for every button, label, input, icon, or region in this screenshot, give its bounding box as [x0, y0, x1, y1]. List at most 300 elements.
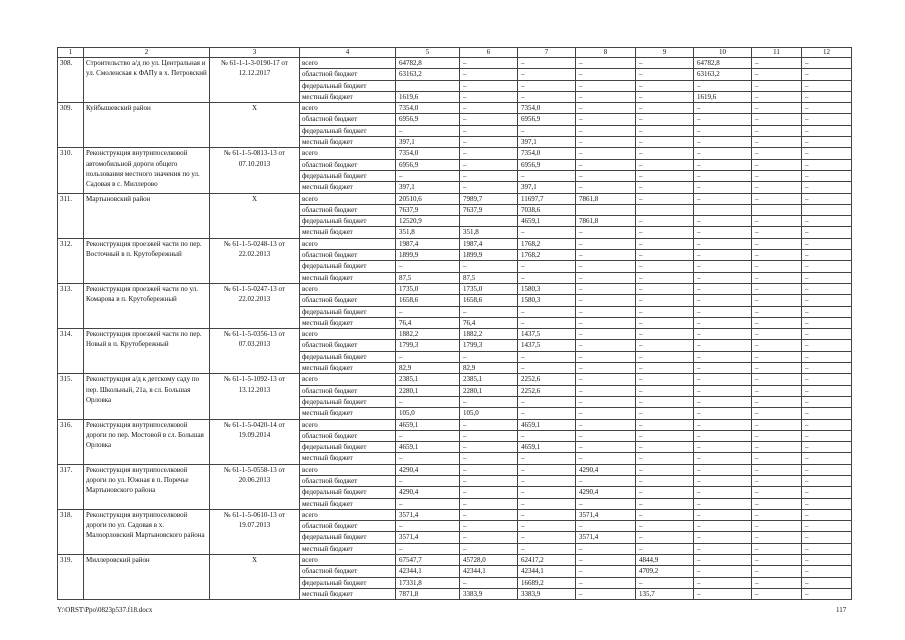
amount-cell: –	[636, 385, 694, 396]
amount-cell: 351,8	[396, 227, 460, 238]
amount-cell: –	[694, 227, 752, 238]
amount-cell: –	[752, 125, 802, 136]
amount-cell: –	[694, 521, 752, 532]
funding-source: местный бюджет	[300, 498, 396, 509]
amount-cell: –	[752, 408, 802, 419]
amount-cell: –	[396, 521, 460, 532]
amount-cell: 135,7	[636, 588, 694, 599]
amount-cell: –	[518, 487, 576, 498]
row-number: 319.	[58, 555, 84, 600]
amount-cell	[460, 216, 518, 227]
amount-cell: –	[752, 566, 802, 577]
row-number: 313.	[58, 283, 84, 328]
amount-cell: –	[694, 396, 752, 407]
row-number: 311.	[58, 193, 84, 238]
amount-cell	[396, 80, 460, 91]
amount-cell: –	[576, 182, 636, 193]
amount-cell: –	[802, 521, 852, 532]
amount-cell: –	[802, 430, 852, 441]
amount-cell: –	[802, 543, 852, 554]
amount-cell: –	[576, 340, 636, 351]
amount-cell: –	[636, 396, 694, 407]
amount-cell: –	[518, 509, 576, 520]
amount-cell: 64782,8	[396, 58, 460, 69]
amount-cell: –	[518, 475, 576, 486]
amount-cell: –	[694, 329, 752, 340]
amount-cell: 6956,9	[396, 159, 460, 170]
amount-cell: –	[694, 306, 752, 317]
amount-cell: –	[576, 374, 636, 385]
amount-cell: –	[576, 283, 636, 294]
amount-cell: –	[752, 103, 802, 114]
amount-cell: 397,1	[396, 137, 460, 148]
amount-cell: 4290,4	[576, 487, 636, 498]
table-row	[58, 464, 852, 475]
amount-cell: 1899,9	[396, 250, 460, 261]
row-number: 317.	[58, 464, 84, 509]
amount-cell: –	[518, 543, 576, 554]
amount-cell: –	[518, 408, 576, 419]
amount-cell: –	[752, 295, 802, 306]
table-body	[58, 48, 852, 600]
amount-cell: –	[752, 442, 802, 453]
amount-cell: 1882,2	[396, 329, 460, 340]
amount-cell: –	[636, 125, 694, 136]
amount-cell: –	[752, 430, 802, 441]
amount-cell: –	[460, 125, 518, 136]
amount-cell: –	[576, 250, 636, 261]
amount-cell: –	[802, 272, 852, 283]
amount-cell: –	[752, 306, 802, 317]
amount-cell: 87,5	[460, 272, 518, 283]
amount-cell: 4659,1	[396, 442, 460, 453]
amount-cell: –	[752, 374, 802, 385]
table-row	[58, 103, 852, 114]
amount-cell: 3571,4	[576, 509, 636, 520]
amount-cell: –	[694, 464, 752, 475]
amount-cell: –	[636, 295, 694, 306]
object-name: Реконструкция внутрипоселковой дороги по ул. Южная в п. Поречье Мартыновского района	[84, 464, 210, 509]
amount-cell: –	[636, 453, 694, 464]
amount-cell: 1658,6	[460, 295, 518, 306]
amount-cell: –	[576, 521, 636, 532]
amount-cell: 3383,9	[518, 588, 576, 599]
row-number: 308.	[58, 58, 84, 103]
amount-cell: 1735,0	[396, 283, 460, 294]
amount-cell: –	[694, 182, 752, 193]
table-row	[58, 374, 852, 385]
amount-cell: –	[576, 419, 636, 430]
amount-cell: –	[576, 125, 636, 136]
amount-cell: –	[460, 137, 518, 148]
amount-cell: –	[802, 148, 852, 159]
registration-number: № 61-1-5-0248-13 от 22.02.2013	[210, 238, 300, 283]
amount-cell: –	[636, 216, 694, 227]
amount-cell: –	[802, 442, 852, 453]
amount-cell: –	[752, 250, 802, 261]
amount-cell: –	[694, 216, 752, 227]
funding-source: областной бюджет	[300, 566, 396, 577]
amount-cell: –	[752, 182, 802, 193]
amount-cell: 2252,6	[518, 385, 576, 396]
amount-cell: –	[802, 114, 852, 125]
registration-number: № 61-1-5-1092-13 от 13.12.2013	[210, 374, 300, 419]
registration-number: Х	[210, 555, 300, 600]
amount-cell: –	[460, 442, 518, 453]
amount-cell: –	[752, 283, 802, 294]
amount-cell: –	[752, 475, 802, 486]
amount-cell: 1437,5	[518, 329, 576, 340]
amount-cell: –	[636, 498, 694, 509]
table-row	[58, 238, 852, 249]
amount-cell: –	[518, 91, 576, 102]
amount-cell: –	[576, 148, 636, 159]
amount-cell: 7354,0	[518, 148, 576, 159]
amount-cell: –	[636, 363, 694, 374]
table-row	[58, 283, 852, 294]
amount-cell: –	[518, 453, 576, 464]
amount-cell: –	[518, 272, 576, 283]
amount-cell: 45728,0	[460, 555, 518, 566]
amount-cell: 2280,1	[396, 385, 460, 396]
amount-cell: –	[802, 419, 852, 430]
amount-cell: –	[802, 182, 852, 193]
amount-cell: –	[694, 114, 752, 125]
object-name: Реконструкция внутрипоселковой дороги по ул. Садовая в х. Малоорловский Мартыновского района	[84, 509, 210, 554]
table-row	[58, 419, 852, 430]
amount-cell: –	[518, 317, 576, 328]
amount-cell	[576, 204, 636, 215]
amount-cell: –	[694, 543, 752, 554]
amount-cell: 3383,9	[460, 588, 518, 599]
amount-cell: –	[460, 148, 518, 159]
amount-cell: –	[694, 148, 752, 159]
document-page	[57, 47, 851, 600]
amount-cell: –	[802, 193, 852, 204]
amount-cell: –	[752, 521, 802, 532]
amount-cell: –	[396, 125, 460, 136]
amount-cell: –	[752, 58, 802, 69]
amount-cell: 3571,4	[576, 532, 636, 543]
amount-cell: –	[576, 137, 636, 148]
amount-cell: 7637,9	[460, 204, 518, 215]
amount-cell: –	[802, 329, 852, 340]
amount-cell: –	[694, 272, 752, 283]
amount-cell: –	[576, 317, 636, 328]
amount-cell: –	[802, 566, 852, 577]
amount-cell: –	[576, 69, 636, 80]
amount-cell: –	[694, 159, 752, 170]
funding-source: областной бюджет	[300, 114, 396, 125]
funding-source: федеральный бюджет	[300, 487, 396, 498]
funding-source: федеральный бюджет	[300, 125, 396, 136]
amount-cell: –	[802, 317, 852, 328]
amount-cell: –	[752, 91, 802, 102]
header-cell: 6	[460, 48, 518, 58]
amount-cell: –	[802, 80, 852, 91]
amount-cell: –	[460, 464, 518, 475]
amount-cell: –	[694, 475, 752, 486]
amount-cell: –	[460, 453, 518, 464]
funding-source: областной бюджет	[300, 521, 396, 532]
amount-cell	[694, 204, 752, 215]
amount-cell: –	[752, 453, 802, 464]
object-name: Строительство а/д по ул. Центральная и ул. Смоленская к ФАПу в х. Петровский	[84, 58, 210, 103]
funding-source: всего	[300, 329, 396, 340]
amount-cell: –	[802, 475, 852, 486]
amount-cell: –	[636, 193, 694, 204]
amount-cell: –	[636, 250, 694, 261]
amount-cell: –	[636, 532, 694, 543]
funding-source: местный бюджет	[300, 453, 396, 464]
amount-cell: –	[752, 487, 802, 498]
amount-cell: –	[694, 532, 752, 543]
amount-cell: –	[460, 114, 518, 125]
amount-cell: –	[694, 295, 752, 306]
amount-cell: 1987,4	[460, 238, 518, 249]
amount-cell: –	[576, 159, 636, 170]
amount-cell: –	[752, 193, 802, 204]
amount-cell: 1580,3	[518, 283, 576, 294]
amount-cell: –	[460, 58, 518, 69]
amount-cell: 2385,1	[460, 374, 518, 385]
funding-source: областной бюджет	[300, 204, 396, 215]
amount-cell: –	[460, 351, 518, 362]
amount-cell: –	[636, 114, 694, 125]
funding-source: всего	[300, 555, 396, 566]
amount-cell: –	[576, 238, 636, 249]
amount-cell: –	[636, 543, 694, 554]
amount-cell: –	[694, 453, 752, 464]
registration-number: № 61-1-5-0356-13 от 07.03.2013	[210, 329, 300, 374]
amount-cell: –	[694, 193, 752, 204]
amount-cell: –	[802, 363, 852, 374]
amount-cell: –	[636, 261, 694, 272]
registration-number: № 61-1-1-3-0190-17 от 12.12.2017	[210, 58, 300, 103]
amount-cell: –	[576, 408, 636, 419]
amount-cell: –	[636, 283, 694, 294]
row-number: 318.	[58, 509, 84, 554]
amount-cell: 1799,3	[396, 340, 460, 351]
amount-cell: –	[518, 351, 576, 362]
header-cell: 11	[752, 48, 802, 58]
amount-cell: –	[752, 114, 802, 125]
amount-cell: –	[752, 509, 802, 520]
funding-source: всего	[300, 58, 396, 69]
amount-cell: –	[802, 103, 852, 114]
amount-cell: 42344,1	[518, 566, 576, 577]
amount-cell: –	[576, 396, 636, 407]
amount-cell: –	[802, 498, 852, 509]
amount-cell: –	[576, 103, 636, 114]
amount-cell: –	[802, 577, 852, 588]
amount-cell: –	[576, 306, 636, 317]
amount-cell: –	[576, 295, 636, 306]
amount-cell: –	[694, 283, 752, 294]
amount-cell: –	[802, 340, 852, 351]
amount-cell: –	[396, 170, 460, 181]
amount-cell: –	[576, 566, 636, 577]
funding-source: федеральный бюджет	[300, 396, 396, 407]
amount-cell: –	[752, 69, 802, 80]
amount-cell	[802, 204, 852, 215]
amount-cell: 7354,0	[518, 103, 576, 114]
amount-cell: –	[518, 125, 576, 136]
amount-cell: –	[636, 487, 694, 498]
amount-cell: 67547,7	[396, 555, 460, 566]
header-cell: 9	[636, 48, 694, 58]
header-cell: 2	[84, 48, 210, 58]
amount-cell: –	[802, 58, 852, 69]
amount-cell: –	[460, 577, 518, 588]
amount-cell: –	[802, 250, 852, 261]
funding-source: федеральный бюджет	[300, 532, 396, 543]
amount-cell: –	[694, 103, 752, 114]
amount-cell: –	[694, 577, 752, 588]
amount-cell: –	[802, 137, 852, 148]
amount-cell: –	[694, 498, 752, 509]
amount-cell: 42344,1	[396, 566, 460, 577]
funding-source: областной бюджет	[300, 475, 396, 486]
funding-source: местный бюджет	[300, 363, 396, 374]
funding-source: местный бюджет	[300, 317, 396, 328]
amount-cell: –	[636, 464, 694, 475]
amount-cell: –	[396, 543, 460, 554]
amount-cell: –	[460, 521, 518, 532]
amount-cell: –	[460, 91, 518, 102]
amount-cell: –	[460, 182, 518, 193]
amount-cell: 4290,4	[396, 487, 460, 498]
amount-cell: 105,0	[460, 408, 518, 419]
amount-cell: –	[694, 250, 752, 261]
registration-number: Х	[210, 193, 300, 238]
amount-cell: 7354,0	[396, 148, 460, 159]
amount-cell: –	[752, 351, 802, 362]
amount-cell: –	[694, 125, 752, 136]
amount-cell: –	[460, 509, 518, 520]
amount-cell: –	[460, 103, 518, 114]
amount-cell: 7861,8	[576, 216, 636, 227]
amount-cell: 6956,9	[518, 114, 576, 125]
amount-cell: 4709,2	[636, 566, 694, 577]
amount-cell: –	[752, 363, 802, 374]
funding-source: федеральный бюджет	[300, 306, 396, 317]
amount-cell: –	[694, 80, 752, 91]
funding-source: областной бюджет	[300, 385, 396, 396]
amount-cell: –	[752, 555, 802, 566]
amount-cell: –	[752, 137, 802, 148]
amount-cell: –	[576, 498, 636, 509]
header-cell: 1	[58, 48, 84, 58]
amount-cell: 82,9	[396, 363, 460, 374]
amount-cell: 2252,6	[518, 374, 576, 385]
amount-cell: –	[752, 577, 802, 588]
amount-cell: –	[802, 351, 852, 362]
amount-cell: –	[752, 317, 802, 328]
amount-cell: –	[396, 475, 460, 486]
amount-cell: –	[752, 498, 802, 509]
row-number: 315.	[58, 374, 84, 419]
funding-source: областной бюджет	[300, 295, 396, 306]
amount-cell: 87,5	[396, 272, 460, 283]
table-row	[58, 148, 852, 159]
amount-cell: –	[576, 475, 636, 486]
amount-cell: –	[636, 103, 694, 114]
amount-cell: –	[636, 577, 694, 588]
funding-source: всего	[300, 419, 396, 430]
amount-cell: 7871,8	[396, 588, 460, 599]
amount-cell: –	[636, 148, 694, 159]
amount-cell: –	[576, 453, 636, 464]
amount-cell: 63163,2	[396, 69, 460, 80]
funding-source: местный бюджет	[300, 272, 396, 283]
amount-cell: –	[636, 521, 694, 532]
amount-cell: –	[576, 363, 636, 374]
amount-cell: 397,1	[396, 182, 460, 193]
amount-cell: –	[636, 238, 694, 249]
registration-number: № 61-1-5-0247-13 от 22.02.2013	[210, 283, 300, 328]
amount-cell: –	[802, 261, 852, 272]
amount-cell: –	[694, 137, 752, 148]
header-cell: 4	[300, 48, 396, 58]
amount-cell: –	[576, 261, 636, 272]
funding-source: всего	[300, 464, 396, 475]
amount-cell: 4290,4	[576, 464, 636, 475]
amount-cell: –	[802, 555, 852, 566]
amount-cell: –	[576, 588, 636, 599]
amount-cell: –	[694, 363, 752, 374]
funding-source: всего	[300, 509, 396, 520]
header-cell: 12	[802, 48, 852, 58]
amount-cell: –	[802, 487, 852, 498]
amount-cell: –	[636, 419, 694, 430]
funding-source: областной бюджет	[300, 69, 396, 80]
amount-cell: –	[396, 453, 460, 464]
amount-cell: –	[694, 487, 752, 498]
amount-cell: –	[694, 442, 752, 453]
object-name: Реконструкция проезжей части по ул. Комарова в п. Крутобережный	[84, 283, 210, 328]
amount-cell: –	[694, 317, 752, 328]
amount-cell: –	[802, 385, 852, 396]
amount-cell: –	[802, 374, 852, 385]
amount-cell: –	[752, 216, 802, 227]
amount-cell: 7637,9	[396, 204, 460, 215]
amount-cell: –	[636, 159, 694, 170]
amount-cell: 7861,8	[576, 193, 636, 204]
funding-source: местный бюджет	[300, 588, 396, 599]
amount-cell: –	[752, 227, 802, 238]
row-number: 316.	[58, 419, 84, 464]
amount-cell: 351,8	[460, 227, 518, 238]
amount-cell: 1619,6	[694, 91, 752, 102]
header-cell: 5	[396, 48, 460, 58]
amount-cell: –	[636, 475, 694, 486]
amount-cell: 4844,9	[636, 555, 694, 566]
amount-cell: –	[802, 283, 852, 294]
amount-cell: –	[636, 58, 694, 69]
object-name: Реконструкция внутрипоселковой автомобильной дороги общего пользования местного значения по ул. Садовая в с. Миллерово	[84, 148, 210, 193]
amount-cell: –	[518, 261, 576, 272]
amount-cell: 76,4	[460, 317, 518, 328]
amount-cell: 11697,7	[518, 193, 576, 204]
amount-cell: –	[802, 170, 852, 181]
amount-cell: –	[576, 430, 636, 441]
header-cell: 10	[694, 48, 752, 58]
amount-cell: –	[694, 408, 752, 419]
amount-cell: 1768,2	[518, 250, 576, 261]
amount-cell: –	[460, 396, 518, 407]
amount-cell: 397,1	[518, 182, 576, 193]
